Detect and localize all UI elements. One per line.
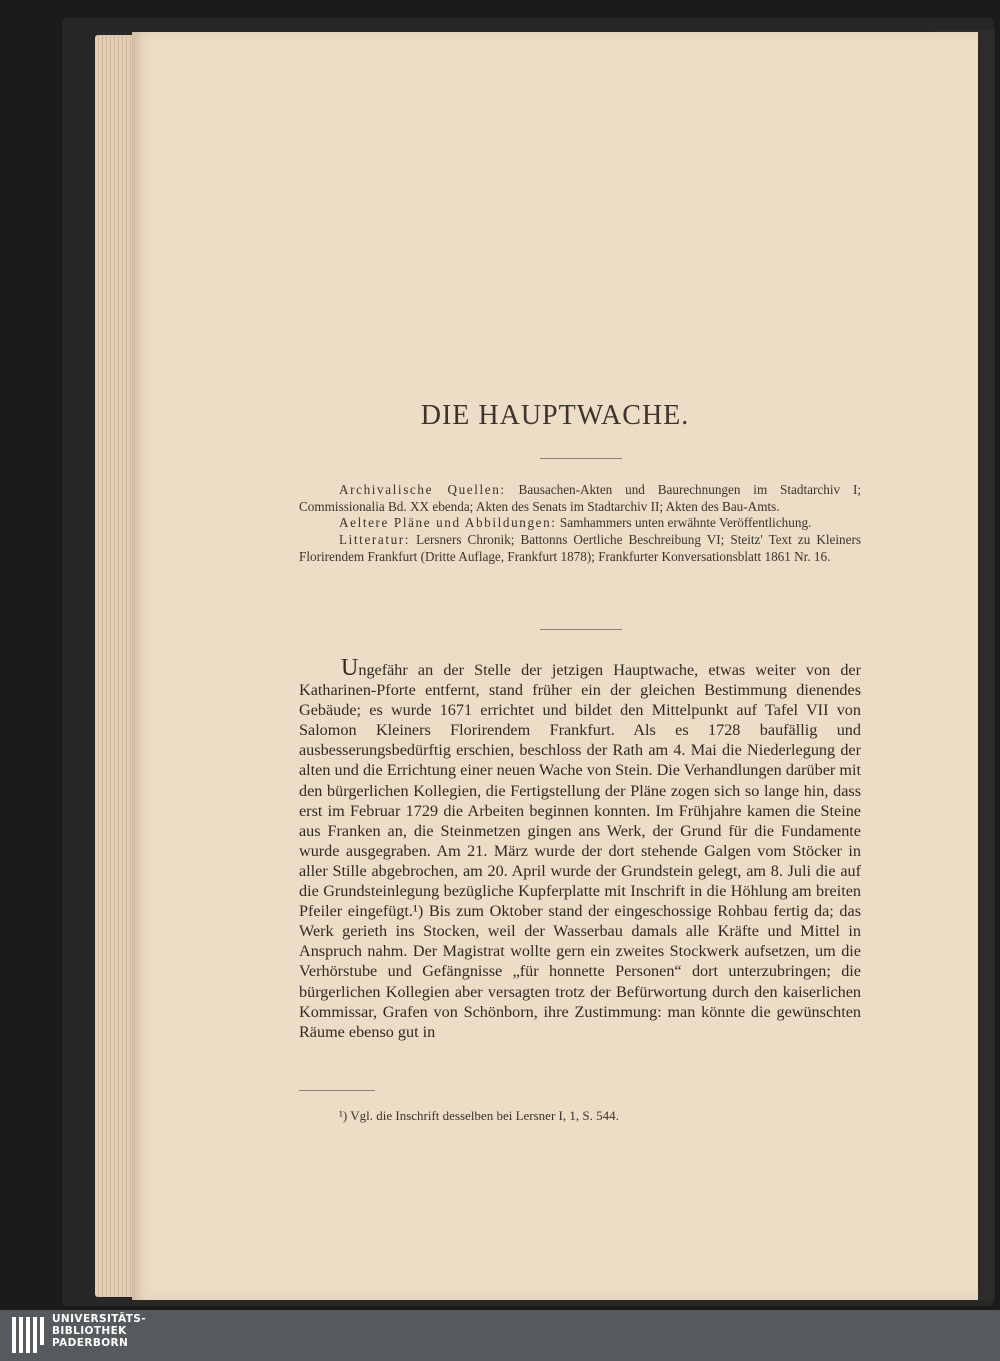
library-logo-text (52, 1313, 146, 1350)
body-paragraph-text (299, 655, 861, 1042)
source-text: Lersners Chronik; Battonns Oertliche Beschreibung VI; Steitz' Text zu Kleiners Florirendem Frankfurt (Dritte Auflage, Frankfurt 1878); Frankfurter Konversationsblatt 1861 Nr. 16. (299, 532, 861, 564)
section-divider (540, 629, 622, 630)
footnote: ¹) Vgl. die Inschrift desselben bei Lersner I, 1, S. 544. (339, 1108, 619, 1123)
initial-letter: U (341, 655, 359, 681)
title-divider (540, 458, 622, 459)
body-text: ngefähr an der Stelle der jetzigen Hauptwache, etwas weiter von der Katharinen-Pforte entfernt, stand früher ein der gleichen Bestimmung dienendes Gebäude; es wurde 1671 errichtet und bildet den Mittelpunkt auf Tafel VII von Salomon Kleiners Florirendem Frankfurt. Als es 1728 baufällig und ausbesserungsbedürftig erschien, beschloss der Rath am 4. Mai die Niederlegung der alten und die Errichtung einer neuen Wache von Stein. Die Verhandlungen darüber mit den bürgerlichen Kollegien, die Fertigstellung der Pläne zogen sich so lange hin, dass erst im Februar 1729 die Arbeiten beginnen konnten. Im Frühjahre kamen die Steine aus Franken an, die Steinmetzen gingen ans Werk, der Grund für die Fundamente wurde ausgegraben. Am 21. März wurde der dort stehende Galgen vom Stöcker in aller Stille abgebrochen, am 20. April wurde der Grundstein gelegt, am 8. Juli die auf die Grundsteinlegung bezügliche Kupferplatte mit Inschrift in die Höhlung am breiten Pfeiler eingefügt.¹) Bis zum Oktober stand der eingeschossige Rohbau fertig da; das Werk gerieth ins Stocken, weil der Wasserbau damals alle Kräfte und Mittel in Anspruch nahm. Der Magistrat wollte gern ein zweites Stockwerk aufsetzen, um die Verhörstube und Gefängnisse „für honnette Personen“ dort unterzubringen; die bürgerlichen Kollegien aber versagten trotz der Befürwortung durch den kaiserlichen Kommissar, Grafen von Schönborn, ihre Zustimmung: man könnte die gewünschten Räume ebenso gut in (299, 661, 861, 1041)
footer-bar (0, 1310, 1000, 1361)
logo-line: UNIVERSITÄTS- (52, 1313, 147, 1325)
source-entry (299, 532, 861, 565)
logo-line: BIBLIOTHEK (52, 1325, 127, 1338)
logo-line: PADERBORN (52, 1337, 129, 1350)
source-text: Samhammers unten erwähnte Veröffentlichung. (556, 515, 812, 531)
sources-section (299, 482, 861, 566)
source-text: Bausachen-Akten und Baurechnungen im Stadtarchiv I; Commissionalia Bd. XX ebenda; Akten des Senats im Stadtarchiv II; Akten des Bau-Amts. (299, 482, 861, 514)
source-label: Archivalische Quellen: (339, 482, 506, 497)
body-paragraph (299, 655, 861, 1042)
source-entry (299, 482, 861, 515)
source-label: Aeltere Pläne und Abbildungen: (339, 515, 557, 531)
source-label: Litteratur: (339, 532, 411, 548)
book-page (132, 32, 978, 1300)
footnote-divider (299, 1090, 375, 1091)
source-entry (299, 515, 861, 532)
page-title: DIE HAUPTWACHE. (420, 400, 690, 431)
library-logo-icon (10, 1315, 46, 1359)
